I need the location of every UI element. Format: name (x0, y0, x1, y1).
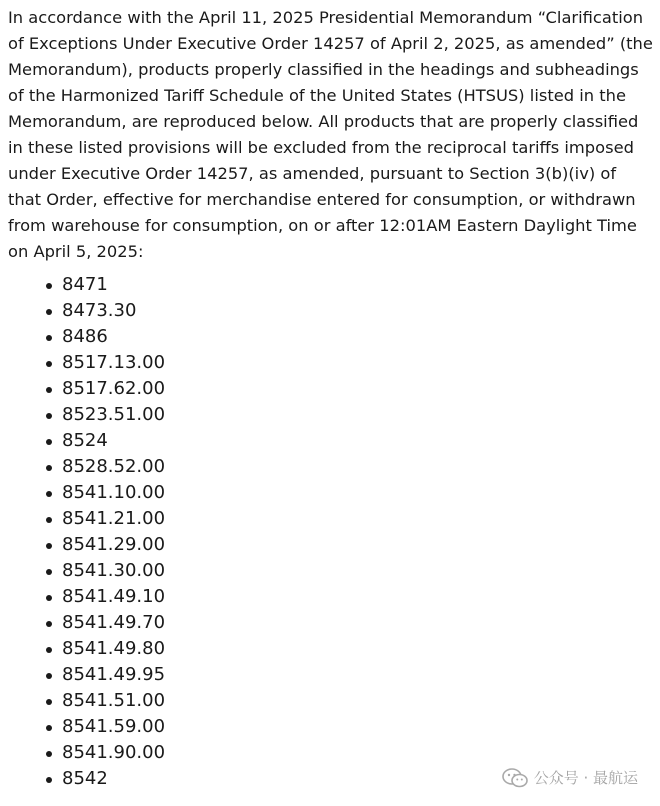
watermark (502, 767, 638, 788)
list-item: 8517.13.00 (62, 350, 165, 376)
watermark-text: 公众号 · 最航运 (533, 769, 638, 787)
list-item: 8541.29.00 (62, 532, 165, 558)
list-item: 8523.51.00 (62, 402, 165, 428)
list-item: 8473.30 (62, 298, 165, 324)
list-item: 8541.21.00 (62, 506, 165, 532)
list-item: 8541.90.00 (62, 740, 165, 766)
list-item: 8471 (62, 272, 165, 298)
list-item: 8541.10.00 (62, 480, 165, 506)
wechat-icon (502, 768, 528, 788)
intro-paragraph: In accordance with the April 11, 2025 Presidential Memorandum “Clarification of Exceptions Under Executive Order 14257 of April 2, 2025, as amended” (the Memorandum), products properly classified in the headings and subheadings of the Harmonized Tariff Schedule of the United States (HTSUS) listed in the Memorandum, are reproduced below. All products that are properly classified in these listed provisions will be excluded from the reciprocal tariffs imposed under Executive Order 14257, as amended, pursuant to Section 3(b)(iv) of that Order, effective for merchandise entered for consumption, or withdrawn from warehouse for consumption, on or after 12:01AM Eastern Daylight Time on April 5, 2025: (8, 8, 653, 261)
list-item: 8541.49.10 (62, 584, 165, 610)
list-item: 8486 (62, 324, 165, 350)
list-item: 8524 (62, 428, 165, 454)
list-item: 8541.49.95 (62, 662, 165, 688)
list-item: 8542 (62, 766, 165, 792)
list-item: 8541.51.00 (62, 688, 165, 714)
list-item: 8541.49.70 (62, 610, 165, 636)
list-item: 8541.49.80 (62, 636, 165, 662)
htsus-code-list (0, 272, 165, 792)
list-item: 8528.52.00 (62, 454, 165, 480)
list-item: 8541.30.00 (62, 558, 165, 584)
list-item: 8517.62.00 (62, 376, 165, 402)
list-item: 8541.59.00 (62, 714, 165, 740)
